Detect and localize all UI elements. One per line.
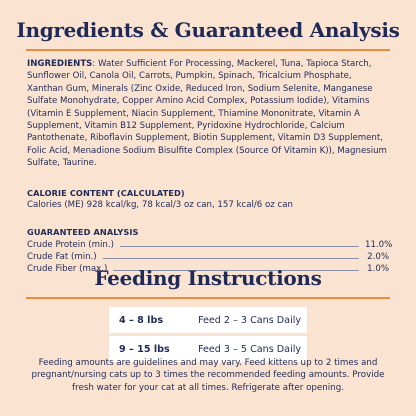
analysis-value: 11.0% bbox=[365, 240, 393, 250]
feeding-weight: 4 – 8 lbs bbox=[119, 314, 164, 326]
title-divider bbox=[26, 49, 390, 51]
calorie-heading: CALORIE CONTENT (CALCULATED) bbox=[27, 188, 185, 198]
feeding-footer-note: Feeding amounts are guidelines and may vary. Feed kittens up to 2 times and pregnant/nursing cats up to 3 times the recommended feeding amounts. Provide fresh water for your cat at all times. Refrigerate after opening. bbox=[31, 358, 385, 393]
ingredients-title: Ingredients & Guaranteed Analysis bbox=[16, 18, 400, 42]
ingredients-paragraph bbox=[27, 58, 389, 170]
analysis-value: 1.0% bbox=[367, 264, 389, 274]
analysis-value: 2.0% bbox=[367, 252, 389, 262]
feeding-dose: Feed 2 – 3 Cans Daily bbox=[198, 314, 302, 326]
feeding-dose: Feed 3 – 5 Cans Daily bbox=[198, 343, 302, 355]
analysis-heading: GUARANTEED ANALYSIS bbox=[27, 227, 139, 237]
analysis-label: Crude Protein (min.) bbox=[27, 240, 114, 250]
analysis-row-fat bbox=[27, 250, 389, 262]
feeding-row bbox=[109, 307, 307, 333]
ingredients-label: INGREDIENTS bbox=[27, 59, 93, 69]
leader-line bbox=[103, 258, 359, 259]
feeding-weight: 9 – 15 lbs bbox=[119, 343, 170, 355]
analysis-label: Crude Fat (min.) bbox=[27, 252, 97, 262]
leader-line bbox=[120, 246, 359, 247]
analysis-row-protein bbox=[27, 238, 393, 250]
analysis-label: Crude Fiber (max.) bbox=[27, 264, 108, 274]
feeding-divider bbox=[26, 297, 390, 299]
ingredients-text: : Water Sufficient For Processing, Mackerel, Tuna, Tapioca Starch, Sunflower Oil, Canola Oil, Carrots, Pumpkin, Spinach, Tricalcium Phosphate, Xanthan Gum, Minerals (Zinc Oxide, Reduced Iron, Sodium Selenite, Manganese Sulfate Monohydrate, Copper Amino Acid Complex, Potassium Iodide), Vitamins (Vitamin E Supplement, Niacin Supplement, Thiamine Mononitrate, Vitamin A Supplement, Vitamin B12 Supplement, Pyridoxine Hydrochloride, Calcium Pantothenate, Riboflavin Supplement, Biotin Supplement, Vitamin D3 Supplement, Folic Acid, Menadione Sodium Bisulfite Complex (Source Of Vitamin K)), Magnesium Sulfate, Taurine. bbox=[27, 59, 387, 169]
calorie-text: Calories (ME) 928 kcal/kg, 78 kcal/3 oz can, 157 kcal/6 oz can bbox=[27, 200, 293, 210]
feeding-title: Feeding Instructions bbox=[94, 266, 322, 290]
feeding-table bbox=[109, 307, 307, 362]
